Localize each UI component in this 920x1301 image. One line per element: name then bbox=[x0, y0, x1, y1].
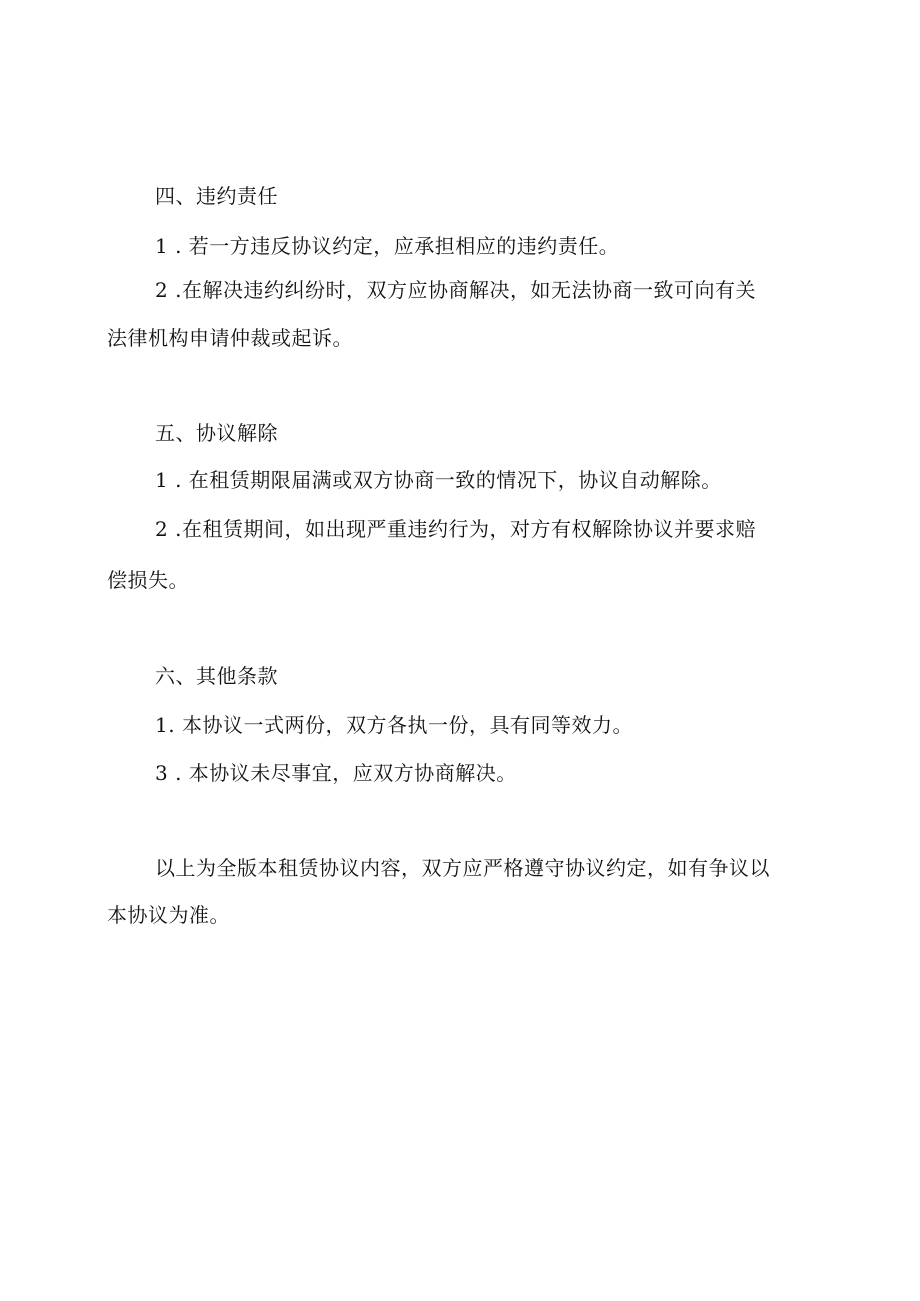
clause-termination-1: 1 . 在租赁期限届满或双方协商一致的情况下，协议自动解除。 bbox=[155, 468, 722, 492]
clause-other-1: 1. 本协议一式两份，双方各执一份，具有同等效力。 bbox=[155, 713, 633, 737]
clause-breach-2: 2 .在解决违约纠纷时，双方应协商解决，如无法协商一致可向有关 bbox=[155, 278, 756, 302]
clause-breach-1: 1 . 若一方违反协议约定，应承担相应的违约责任。 bbox=[155, 234, 620, 258]
section-heading-other: 六、其他条款 bbox=[155, 664, 278, 688]
clause-breach-2-continued: 法律机构申请仲裁或起诉。 bbox=[107, 326, 353, 350]
closing-statement-continued: 本协议为准。 bbox=[107, 903, 230, 927]
closing-statement: 以上为全版本租赁协议内容，双方应严格遵守协议约定，如有争议以 bbox=[155, 856, 770, 880]
clause-termination-2-continued: 偿损失。 bbox=[107, 568, 189, 592]
clause-termination-2: 2 .在租赁期间，如出现严重违约行为，对方有权解除协议并要求赔 bbox=[155, 517, 756, 541]
section-heading-breach: 四、违约责任 bbox=[155, 184, 278, 208]
clause-other-3: 3 . 本协议未尽事宜，应双方协商解决。 bbox=[155, 761, 517, 785]
section-heading-termination: 五、协议解除 bbox=[155, 421, 278, 445]
